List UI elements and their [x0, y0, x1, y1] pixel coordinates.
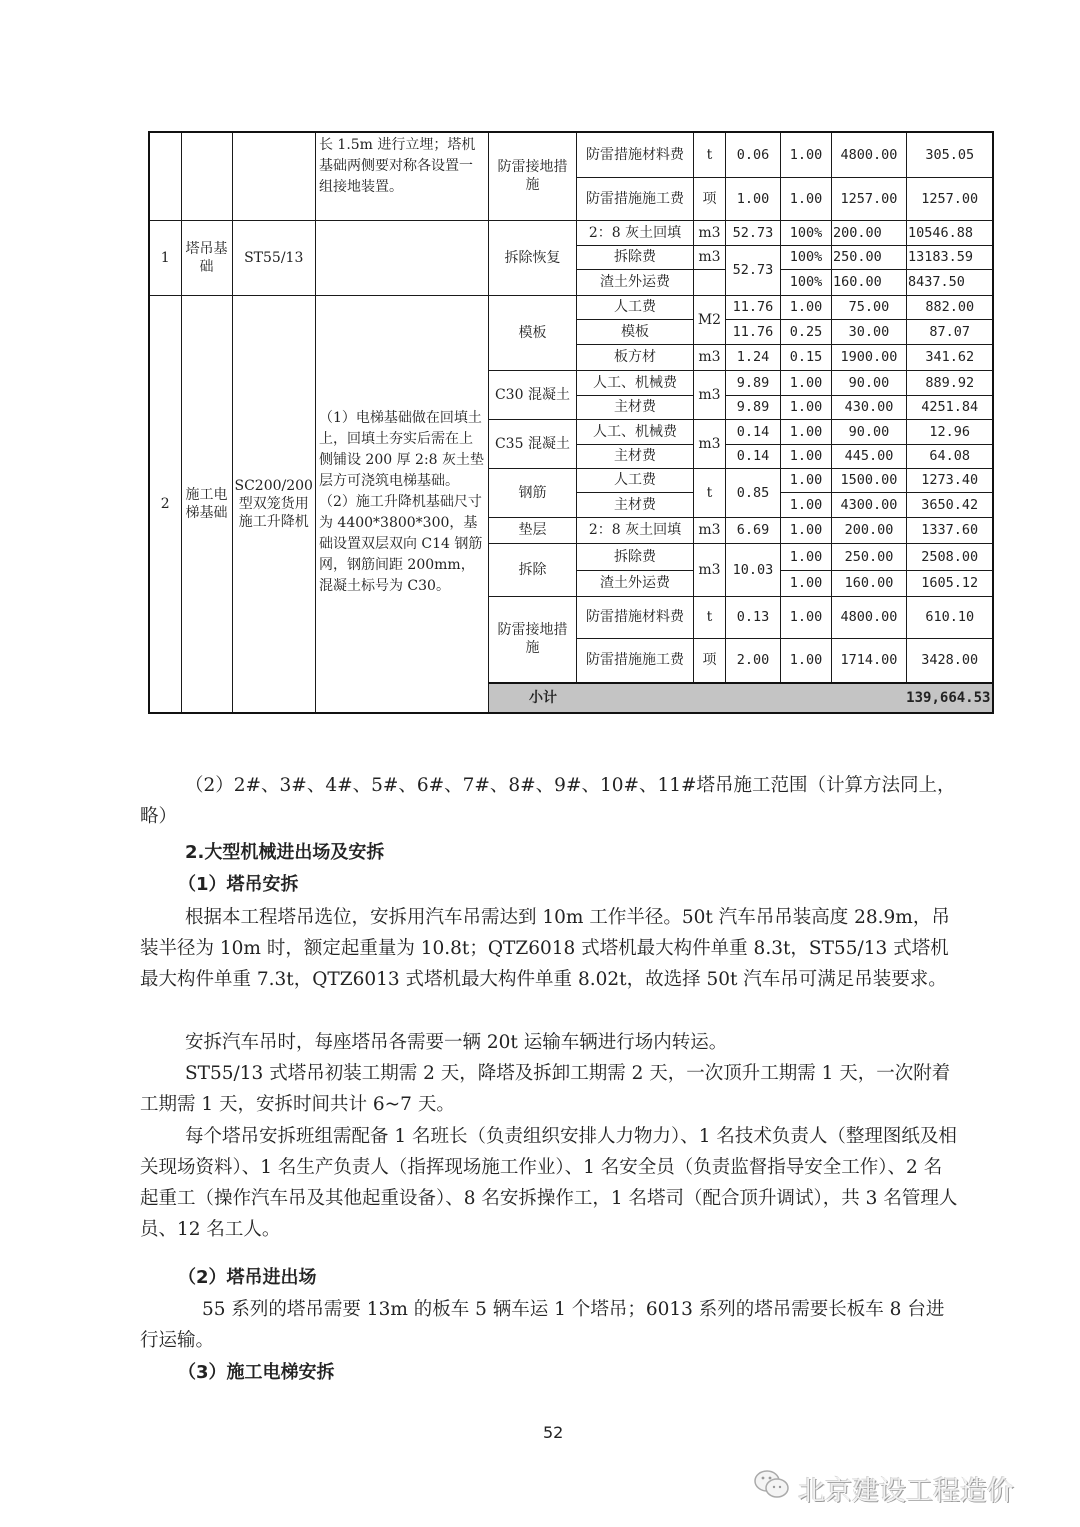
- cell-qty: 10.03: [725, 543, 780, 596]
- section-heading: 2.大型机械进出场及安拆: [185, 842, 385, 863]
- cell-coef: 1.00: [780, 517, 831, 543]
- cell-unit: t: [693, 596, 725, 638]
- cell-amount: 13183.59: [906, 245, 993, 269]
- cell-amount: 3650.42: [906, 492, 993, 517]
- cell-coef: 1.00: [780, 177, 831, 220]
- cell-amount: 4251.84: [906, 395, 993, 419]
- cell-unit: m3: [693, 344, 725, 370]
- cell-coef: 1.00: [780, 370, 831, 395]
- cell-unit: m3: [693, 370, 725, 419]
- cell-item: 防雷措施材料费: [576, 132, 693, 177]
- cell-price: 90.00: [831, 370, 906, 395]
- cell-description: [315, 220, 488, 295]
- cell-qty: 1.24: [725, 344, 780, 370]
- cell-amount: 2508.00: [906, 543, 993, 570]
- cell-price: 430.00: [831, 395, 906, 419]
- cell-amount: 1257.00: [906, 177, 993, 220]
- cell-coef: 1.00: [780, 444, 831, 468]
- cell-qty: 0.14: [725, 419, 780, 444]
- cell-amount: 889.92: [906, 370, 993, 395]
- cell-price: 4800.00: [831, 596, 906, 638]
- cell-amount: 87.07: [906, 319, 993, 344]
- cell-coef: 1.00: [780, 419, 831, 444]
- cell-coef: 1.00: [780, 570, 831, 596]
- cell-coef: 1.00: [780, 468, 831, 492]
- cell-coef: 100%: [780, 269, 831, 295]
- cell-coef: 1.00: [780, 638, 831, 683]
- cell-category: 模板: [488, 295, 576, 370]
- cell-unit: m3: [693, 419, 725, 468]
- cell-item: 防雷措施材料费: [576, 596, 693, 638]
- cell-category: C30 混凝土: [488, 370, 576, 419]
- cell-qty: 0.85: [725, 468, 780, 517]
- cell-amount: 12.96: [906, 419, 993, 444]
- cell-coef: 1.00: [780, 132, 831, 177]
- cell-unit: t: [693, 132, 725, 177]
- cell-name: 施工电梯基础: [181, 295, 232, 713]
- cell-unit: M2: [693, 295, 725, 344]
- cell-item: 渣土外运费: [576, 570, 693, 596]
- cell-coef: 100%: [780, 220, 831, 245]
- cell-qty: 0.06: [725, 132, 780, 177]
- cell-amount: 1605.12: [906, 570, 993, 596]
- cell-price: 1500.00: [831, 468, 906, 492]
- paragraph-other-cranes: （2）2#、3#、4#、5#、6#、7#、8#、9#、10#、11#塔吊施工范围（计算方法同上，略）: [140, 775, 956, 827]
- cell-price: 200.00: [831, 517, 906, 543]
- paragraph-transport: 安拆汽车吊时，每座塔吊各需要一辆 20t 运输车辆进行场内转运。: [185, 1032, 728, 1053]
- cell-qty: 0.14: [725, 444, 780, 468]
- cell-qty: 9.89: [725, 370, 780, 395]
- cell-model: [232, 132, 315, 220]
- cell-item: 板方材: [576, 344, 693, 370]
- paragraph-schedule: ST55/13 式塔吊初装工期需 2 天，降塔及拆卸工期需 2 天，一次顶升工期需 1 天，一次附着工期需 1 天，安拆时间共计 6~7 天。: [140, 1063, 951, 1115]
- cost-table: [148, 131, 994, 714]
- cell-amount: 3428.00: [906, 638, 993, 683]
- subsection-heading: （1）塔吊安拆: [178, 874, 299, 895]
- cell-price: 1714.00: [831, 638, 906, 683]
- watermark: [752, 1468, 1014, 1509]
- cell-coef: 1.00: [780, 596, 831, 638]
- cell-price: 4800.00: [831, 132, 906, 177]
- cell-item: 2：8 灰土回填: [576, 220, 693, 245]
- cell-category: 拆除: [488, 543, 576, 596]
- cell-item: 人工、机械费: [576, 419, 693, 444]
- cell-description: 长 1.5m 进行立埋；塔机基础两侧要对称各设置一组接地装置。: [315, 132, 488, 220]
- watermark-text: 北京建设工程造价: [798, 1476, 1014, 1507]
- cell-category: 垫层: [488, 517, 576, 543]
- cell-item: 主材费: [576, 444, 693, 468]
- cell-coef: 0.25: [780, 319, 831, 344]
- cell-amount: 64.08: [906, 444, 993, 468]
- cell-price: 445.00: [831, 444, 906, 468]
- cell-qty: 9.89: [725, 395, 780, 419]
- cell-price: 1900.00: [831, 344, 906, 370]
- cell-price: 75.00: [831, 295, 906, 319]
- cell-qty: 52.73: [725, 220, 780, 245]
- subtotal-value: 139,664.53: [725, 683, 993, 713]
- cell-category: 钢筋: [488, 468, 576, 517]
- cell-no: 1: [149, 220, 181, 295]
- cell-amount: 8437.50: [906, 269, 993, 295]
- cell-price: 250.00: [831, 245, 906, 269]
- cell-amount: 305.05: [906, 132, 993, 177]
- cell-qty: 6.69: [725, 517, 780, 543]
- cell-coef: 1.00: [780, 295, 831, 319]
- cell-model: ST55/13: [232, 220, 315, 295]
- cell-price: 30.00: [831, 319, 906, 344]
- page-number: 52: [543, 1423, 564, 1442]
- cell-amount: 341.62: [906, 344, 993, 370]
- cell-qty: 52.73: [725, 245, 780, 295]
- cell-coef: 1.00: [780, 543, 831, 570]
- cell-category: C35 混凝土: [488, 419, 576, 468]
- cell-category: 防雷接地措施: [488, 596, 576, 683]
- cell-coef: 1.00: [780, 492, 831, 517]
- cell-unit: 项: [693, 177, 725, 220]
- cell-amount: 610.10: [906, 596, 993, 638]
- subsection-heading: （3）施工电梯安拆: [178, 1362, 335, 1383]
- cell-qty: 11.76: [725, 295, 780, 319]
- cell-model: SC200/200型双笼货用施工升降机: [232, 295, 315, 713]
- cell-qty: 0.13: [725, 596, 780, 638]
- subtotal-label: 小计: [488, 683, 725, 713]
- cell-price: 4300.00: [831, 492, 906, 517]
- cell-item: 人工、机械费: [576, 370, 693, 395]
- cell-unit: m3: [693, 517, 725, 543]
- cell-item: 拆除费: [576, 543, 693, 570]
- cell-item: 防雷措施施工费: [576, 638, 693, 683]
- cell-qty: 11.76: [725, 319, 780, 344]
- cell-amount: 10546.88: [906, 220, 993, 245]
- cell-unit: 项: [693, 638, 725, 683]
- paragraph-staffing: 每个塔吊安拆班组需配备 1 名班长（负责组织安排人力物力）、1 名技术负责人（整理图纸及相关现场资料）、1 名生产负责人（指挥现场施工作业）、1 名安全员（负责监督指导安全工作）、2 名起重工（操作汽车吊及其他起重设备）、8 名安拆操作工，1 名塔司（配合顶升调试），共 3 名管理人员、12 名工人。: [140, 1126, 958, 1240]
- subsection-heading: （2）塔吊进出场: [178, 1267, 317, 1288]
- wechat-icon: [752, 1468, 792, 1509]
- cell-item: 防雷措施施工费: [576, 177, 693, 220]
- cell-unit: m3: [693, 245, 725, 269]
- cell-description: （1）电梯基础做在回填土上，回填土夯实后需在上侧铺设 200 厚 2:8 灰土垫层方可浇筑电梯基础。 （2）施工升降机基础尺寸为 4400*3800*300，基础设置双层双向 C14 钢筋网，钢筋间距 200mm，混凝土标号为 C30。: [315, 295, 488, 713]
- cell-price: 90.00: [831, 419, 906, 444]
- cell-price: 250.00: [831, 543, 906, 570]
- cell-item: 主材费: [576, 492, 693, 517]
- cell-category: 拆除恢复: [488, 220, 576, 295]
- cell-name: 塔吊基础: [181, 220, 232, 295]
- cell-price: 160.00: [831, 269, 906, 295]
- cell-unit: m3: [693, 543, 725, 596]
- cell-name: [181, 132, 232, 220]
- cell-item: 人工费: [576, 468, 693, 492]
- cell-coef: 1.00: [780, 395, 831, 419]
- cell-qty: 2.00: [725, 638, 780, 683]
- cell-item: 拆除费: [576, 245, 693, 269]
- cell-price: 200.00: [831, 220, 906, 245]
- table-row: [149, 220, 993, 245]
- table-row: [149, 295, 993, 319]
- paragraph-entry-exit: 55 系列的塔吊需要 13m 的板车 5 辆车运 1 个塔吊；6013 系列的塔吊需要长板车 8 台进行运输。: [140, 1299, 945, 1351]
- paragraph-crane-selection: 根据本工程塔吊选位，安拆用汽车吊需达到 10m 工作半径。50t 汽车吊吊装高度 28.9m，吊装半径为 10m 时，额定起重量为 10.8t；QTZ6018 式塔机最大构件单重 8.3t，ST55/13 式塔机最大构件单重 7.3t，QTZ6013 式塔机最大构件单重 8.02t，故选择 50t 汽车吊可满足吊装要求。: [140, 907, 950, 990]
- cell-amount: 1273.40: [906, 468, 993, 492]
- cell-item: 渣土外运费: [576, 269, 693, 295]
- cell-category: 防雷接地措施: [488, 132, 576, 220]
- table-row: [149, 132, 993, 177]
- cell-no: [149, 132, 181, 220]
- cell-coef: 0.15: [780, 344, 831, 370]
- cell-amount: 1337.60: [906, 517, 993, 543]
- cell-no: 2: [149, 295, 181, 713]
- cell-item: 主材费: [576, 395, 693, 419]
- cell-item: 2：8 灰土回填: [576, 517, 693, 543]
- cell-amount: 882.00: [906, 295, 993, 319]
- cell-unit: [693, 269, 725, 295]
- cell-price: 160.00: [831, 570, 906, 596]
- cell-unit: m3: [693, 220, 725, 245]
- cell-item: 人工费: [576, 295, 693, 319]
- cell-coef: 100%: [780, 245, 831, 269]
- cell-item: 模板: [576, 319, 693, 344]
- cell-unit: t: [693, 468, 725, 517]
- cell-qty: 1.00: [725, 177, 780, 220]
- cell-price: 1257.00: [831, 177, 906, 220]
